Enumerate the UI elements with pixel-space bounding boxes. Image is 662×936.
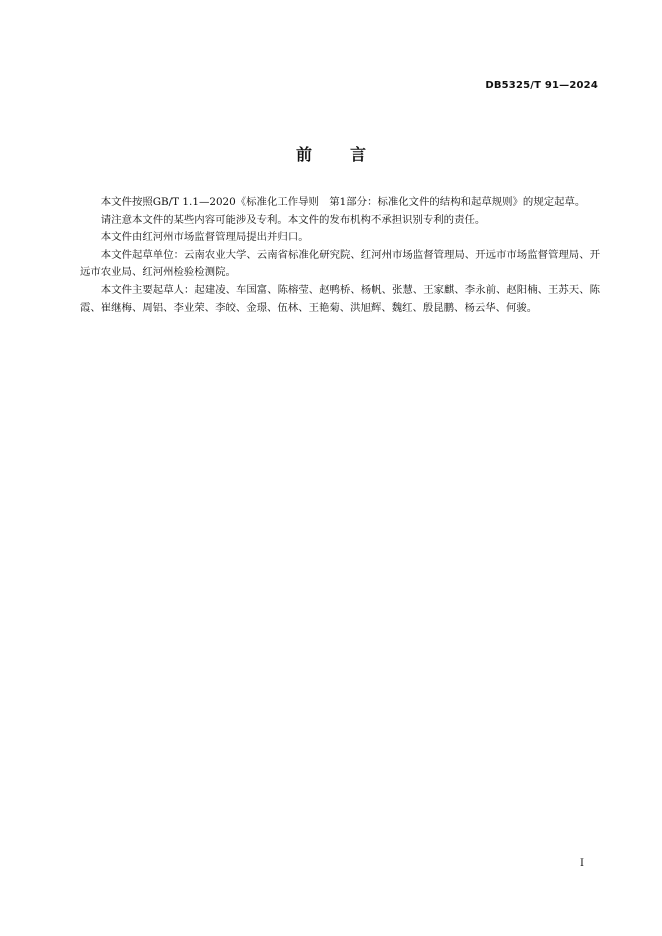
paragraph-patent-notice: 请注意本文件的某些内容可能涉及专利。本文件的发布机构不承担识别专利的责任。: [100, 213, 486, 226]
title-char-1: 前: [295, 145, 312, 164]
paragraph-drafting-units: 本文件起草单位：云南农业大学、云南省标准化研究院、红河州市场监督管理局、开远市市场监督管理局、开远市农业局、红河州检验检测院。: [80, 248, 600, 279]
page-title: [0, 142, 662, 165]
paragraph-drafting-basis: 本文件按照GB/T 1.1—2020《标准化工作导则 第1部分：标准化文件的结构和起草规则》的规定起草。: [100, 196, 586, 208]
foreword-body: [80, 194, 600, 317]
paragraph-drafters: 本文件主要起草人：起建凌、车国富、陈榕莹、赵鸭桥、杨帆、张慧、王家麒、李永前、赵阳楠、王苏天、陈霞、崔继梅、周铝、李业荣、李皎、金璟、伍林、王艳菊、洪旭辉、魏红、殷昆鹏、杨云华、何骏。: [80, 283, 600, 314]
page-number: I: [580, 858, 584, 869]
title-char-2: 言: [350, 145, 367, 164]
document-code: DB5325/T 91—2024: [485, 80, 598, 91]
paragraph-proposer: 本文件由红河州市场监督管理局提出并归口。: [100, 231, 309, 244]
